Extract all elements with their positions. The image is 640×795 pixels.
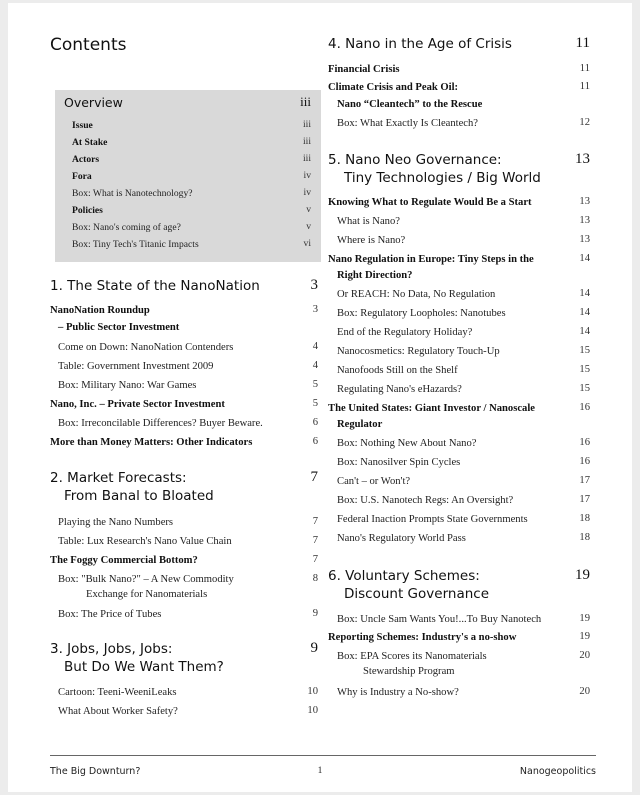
toc-entry: Financial Crisis (328, 64, 400, 75)
toc-page-number: 10 (307, 705, 318, 716)
toc-page-number: 11 (579, 81, 590, 92)
toc-entry: At Stake (72, 137, 108, 148)
page-title: Contents (50, 35, 127, 55)
toc-entry: Reporting Schemes: Industry's a no-show (328, 632, 517, 643)
toc-page-number: 13 (579, 196, 590, 207)
toc-entry: Playing the Nano Numbers (58, 517, 174, 528)
toc-page-number: iii (303, 119, 311, 130)
toc-entry: Box: What is Nanotechnology? (72, 188, 193, 199)
toc-entry: Knowing What to Regulate Would Be a Start (328, 197, 532, 208)
toc-page-number: 5 (312, 398, 318, 409)
toc-page-number: 20 (579, 650, 590, 661)
toc-page-number: 9 (312, 608, 318, 619)
toc-page-number: 15 (579, 364, 590, 375)
toc-page-number: 14 (579, 288, 590, 299)
toc-page-number: 10 (307, 686, 318, 697)
toc-entry: Why is Industry a No-show? (337, 687, 459, 698)
toc-page-number: 14 (579, 307, 590, 318)
toc-entry: Right Direction? (337, 270, 413, 281)
toc-entry: Nanocosmetics: Regulatory Touch-Up (337, 346, 500, 357)
toc-entry: Box: Military Nano: War Games (58, 380, 197, 391)
toc-entry: NanoNation Roundup (50, 305, 150, 316)
chapter-5-subtitle: Tiny Technologies / Big World (344, 170, 541, 186)
toc-entry: Exchange for Nanomaterials (86, 589, 208, 600)
footer-rule (50, 755, 596, 756)
toc-page-number: 15 (579, 383, 590, 394)
toc-entry: Regulating Nano's eHazards? (337, 384, 462, 395)
chapter-3-page: 9 (310, 640, 318, 656)
toc-entry: Nano “Cleantech” to the Rescue (337, 99, 483, 110)
footer-right: Nanogeopolitics (519, 766, 596, 777)
toc-page-number: 13 (579, 234, 590, 245)
toc-page-number: 4 (312, 360, 318, 371)
toc-page-number: v (306, 221, 311, 232)
chapter-6-title: 6. Voluntary Schemes: (328, 568, 480, 584)
toc-entry: Nanofoods Still on the Shelf (337, 365, 458, 376)
toc-page-number: 16 (579, 456, 590, 467)
toc-page-number: v (306, 204, 311, 215)
toc-page-number: 20 (579, 686, 590, 697)
toc-entry: Where is Nano? (337, 235, 406, 246)
toc-page-number: 15 (579, 345, 590, 356)
toc-entry: Come on Down: NanoNation Contenders (58, 342, 234, 353)
toc-page-number: 3 (312, 304, 318, 315)
chapter-2-title: 2. Market Forecasts: (50, 470, 187, 486)
chapter-4-page: 11 (575, 35, 590, 51)
toc-page-number: 17 (579, 475, 590, 486)
toc-entry: Box: The Price of Tubes (58, 609, 162, 620)
toc-page-number: 8 (312, 573, 318, 584)
toc-page-number: iv (303, 187, 311, 198)
toc-entry: Box: U.S. Nanotech Regs: An Oversight? (337, 495, 514, 506)
toc-entry: Nano, Inc. – Private Sector Investment (50, 399, 225, 410)
chapter-2-page: 7 (310, 469, 318, 485)
chapter-3-subtitle: But Do We Want Them? (64, 659, 224, 675)
toc-page-number: 7 (312, 516, 318, 527)
toc-entry: Box: Nothing New About Nano? (337, 438, 477, 449)
toc-entry: Nano's Regulatory World Pass (337, 533, 466, 544)
toc-page-number: 4 (312, 341, 318, 352)
toc-entry: Or REACH: No Data, No Regulation (337, 289, 496, 300)
toc-page-number: 16 (579, 402, 590, 413)
toc-entry: The United States: Giant Investor / Nanoscale (328, 403, 535, 414)
toc-entry: Policies (72, 205, 103, 216)
toc-entry: Climate Crisis and Peak Oil: (328, 82, 459, 93)
toc-entry: Actors (72, 154, 100, 165)
toc-entry: – Public Sector Investment (58, 322, 180, 333)
toc-page-number: 18 (579, 513, 590, 524)
toc-entry: Box: Irreconcilable Differences? Buyer Beware. (58, 418, 263, 429)
toc-entry: Federal Inaction Prompts State Governments (337, 514, 528, 525)
toc-page-number: 14 (579, 326, 590, 337)
chapter-6-subtitle: Discount Governance (344, 586, 489, 602)
toc-page-number: 13 (579, 215, 590, 226)
toc-entry: Stewardship Program (363, 666, 455, 677)
chapter-5-page: 13 (575, 151, 590, 167)
toc-entry: Box: What Exactly Is Cleantech? (337, 118, 479, 129)
toc-page-number: 17 (579, 494, 590, 505)
toc-entry: Nano Regulation in Europe: Tiny Steps in the (328, 254, 534, 265)
toc-entry: Fora (72, 171, 92, 182)
toc-entry: The Foggy Commercial Bottom? (50, 555, 198, 566)
toc-page-number: 5 (312, 379, 318, 390)
toc-page-number: 19 (579, 631, 590, 642)
footer-page-number: 1 (317, 766, 323, 776)
toc-page (8, 3, 632, 792)
toc-entry: Table: Lux Research's Nano Value Chain (58, 536, 232, 547)
chapter-6-page: 19 (575, 567, 590, 583)
toc-page-number: 19 (579, 613, 590, 624)
chapter-2-subtitle: From Banal to Bloated (64, 488, 214, 504)
toc-entry: End of the Regulatory Holiday? (337, 327, 473, 338)
overview-heading: Overview (64, 95, 123, 110)
toc-entry: Regulator (337, 419, 383, 430)
footer-left: The Big Downturn? (50, 766, 141, 777)
toc-page-number: 12 (579, 117, 590, 128)
toc-page-number: 6 (312, 436, 318, 447)
chapter-3-title: 3. Jobs, Jobs, Jobs: (50, 641, 173, 657)
toc-entry: Cartoon: Teeni-WeeniLeaks (58, 687, 177, 698)
toc-page-number: 16 (579, 437, 590, 448)
toc-page-number: 7 (312, 535, 318, 546)
toc-page-number: 14 (579, 253, 590, 264)
chapter-1-title: 1. The State of the NanoNation (50, 278, 260, 294)
toc-entry: Box: Tiny Tech's Titanic Impacts (72, 239, 199, 250)
toc-page-number: iii (303, 153, 311, 164)
toc-entry: Box: Nanosilver Spin Cycles (337, 457, 461, 468)
chapter-1-page: 3 (310, 277, 318, 293)
toc-entry: What About Worker Safety? (58, 706, 178, 717)
toc-entry: Box: "Bulk Nano?" – A New Commodity (58, 574, 234, 585)
toc-entry: Box: Uncle Sam Wants You!...To Buy Nanotech (337, 614, 542, 625)
overview-box (55, 90, 321, 262)
toc-entry: More than Money Matters: Other Indicators (50, 437, 253, 448)
toc-entry: Box: EPA Scores its Nanomaterials (337, 651, 487, 662)
chapter-4-title: 4. Nano in the Age of Crisis (328, 36, 512, 52)
toc-entry: Can't – or Won't? (337, 476, 411, 487)
toc-page-number: vi (303, 238, 311, 249)
toc-entry: Table: Government Investment 2009 (58, 361, 214, 372)
toc-entry: Box: Regulatory Loopholes: Nanotubes (337, 308, 506, 319)
chapter-5-title: 5. Nano Neo Governance: (328, 152, 502, 168)
toc-page-number: iii (303, 136, 311, 147)
toc-entry: Issue (72, 120, 93, 131)
toc-page-number: 18 (579, 532, 590, 543)
toc-page-number: 7 (312, 554, 318, 565)
toc-page-number: 11 (579, 63, 590, 74)
toc-page-number: iv (303, 170, 311, 181)
toc-page-number: 6 (312, 417, 318, 428)
toc-entry: What is Nano? (337, 216, 400, 227)
toc-entry: Box: Nano's coming of age? (72, 222, 181, 233)
overview-page: iii (300, 94, 311, 109)
